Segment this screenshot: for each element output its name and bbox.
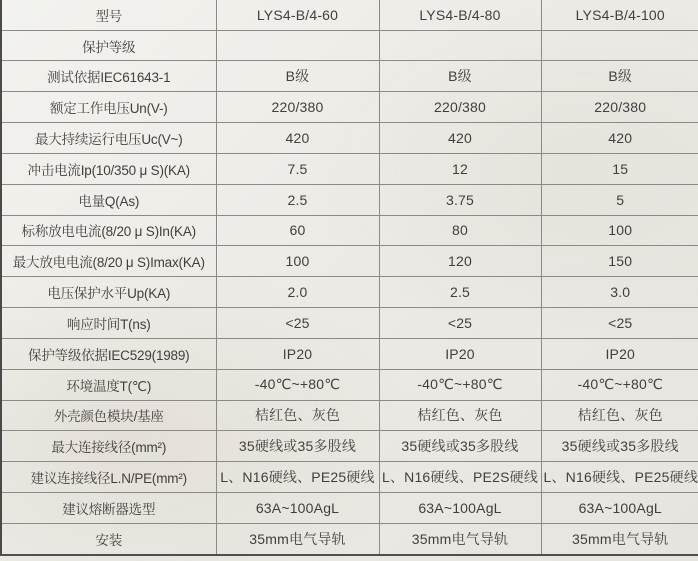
row-label: 环境温度T(℃) (1, 369, 216, 400)
spec-cell: 桔红色、灰色 (216, 400, 379, 431)
table-row (1, 462, 698, 493)
spec-cell: 150 (541, 246, 698, 277)
row-label: 电压保护水平Up(KA) (1, 277, 216, 308)
spec-cell: 2.5 (216, 184, 379, 215)
table-row (1, 431, 698, 462)
row-label: 型号 (1, 0, 216, 30)
spec-cell: <25 (379, 308, 541, 339)
spec-cell: 2.0 (216, 277, 379, 308)
spec-cell: 100 (541, 215, 698, 246)
spec-cell: 100 (216, 246, 379, 277)
spec-cell: 35mm电气导轨 (541, 523, 698, 555)
spec-cell: 120 (379, 246, 541, 277)
table-row (1, 493, 698, 524)
table-row (1, 30, 698, 61)
spec-cell: 35mm电气导轨 (216, 523, 379, 555)
row-label: 响应时间T(ns) (1, 308, 216, 339)
spec-cell: 420 (379, 123, 541, 154)
model-name: LYS4-B/4-60 (216, 0, 379, 30)
spec-cell: <25 (216, 308, 379, 339)
row-label: 建议连接线径L.N/PE(mm²) (1, 462, 216, 493)
model-name: LYS4-B/4-80 (379, 0, 541, 30)
spec-cell: 7.5 (216, 153, 379, 184)
table-row (1, 369, 698, 400)
row-label: 标称放电电流(8/20 μ S)In(KA) (1, 215, 216, 246)
row-label: 保护等级依据IEC529(1989) (1, 338, 216, 369)
header-row (1, 0, 698, 30)
spec-cell: 420 (541, 123, 698, 154)
spec-cell: 3.75 (379, 184, 541, 215)
spec-cell: 15 (541, 153, 698, 184)
spec-cell (379, 30, 541, 61)
row-label: 安装 (1, 523, 216, 555)
spec-cell: 63A~100AgL (541, 493, 698, 524)
table-row (1, 61, 698, 92)
spec-cell: 220/380 (216, 92, 379, 123)
spec-cell: 35mm电气导轨 (379, 523, 541, 555)
table-row (1, 277, 698, 308)
row-label: 建议熔断器选型 (1, 493, 216, 524)
spec-cell (216, 30, 379, 61)
spec-cell: 桔红色、灰色 (541, 400, 698, 431)
spec-cell: 63A~100AgL (379, 493, 541, 524)
spec-cell: 60 (216, 215, 379, 246)
spec-cell: 220/380 (379, 92, 541, 123)
spec-cell: 3.0 (541, 277, 698, 308)
row-label: 保护等级 (1, 30, 216, 61)
row-label: 冲击电流Ip(10/350 μ S)(KA) (1, 153, 216, 184)
spec-cell: IP20 (216, 338, 379, 369)
spec-cell: B级 (379, 61, 541, 92)
table-row (1, 338, 698, 369)
spec-cell: IP20 (541, 338, 698, 369)
spec-cell: 220/380 (541, 92, 698, 123)
spec-cell: B级 (541, 61, 698, 92)
spec-cell: 2.5 (379, 277, 541, 308)
spec-cell: 35硬线或35多股线 (379, 431, 541, 462)
row-label: 额定工作电压Un(V-) (1, 92, 216, 123)
spec-cell: 35硬线或35多股线 (216, 431, 379, 462)
table-row (1, 92, 698, 123)
spec-cell: L、N16硬线、PE2S硬线 (379, 462, 541, 493)
table-row (1, 123, 698, 154)
row-label: 最大持续运行电压Uc(V~) (1, 123, 216, 154)
row-label: 电量Q(As) (1, 184, 216, 215)
table-row (1, 400, 698, 431)
spec-cell: IP20 (379, 338, 541, 369)
row-label: 外壳颜色模块/基座 (1, 400, 216, 431)
table-row (1, 523, 698, 555)
spec-cell: 80 (379, 215, 541, 246)
spec-cell: 420 (216, 123, 379, 154)
table-row (1, 246, 698, 277)
spec-cell: <25 (541, 308, 698, 339)
spec-cell: 桔红色、灰色 (379, 400, 541, 431)
table-row (1, 308, 698, 339)
model-name: LYS4-B/4-100 (541, 0, 698, 30)
spec-cell: -40℃~+80℃ (216, 369, 379, 400)
spec-cell: -40℃~+80℃ (541, 369, 698, 400)
row-label: 最大放电电流(8/20 μ S)Imax(KA) (1, 246, 216, 277)
spec-cell: 5 (541, 184, 698, 215)
spec-cell: B级 (216, 61, 379, 92)
spec-cell: L、N16硬线、PE25硬线 (216, 462, 379, 493)
row-label: 测试依据IEC61643-1 (1, 61, 216, 92)
table-row (1, 215, 698, 246)
spec-cell: 63A~100AgL (216, 493, 379, 524)
spec-cell: 12 (379, 153, 541, 184)
spec-cell: -40℃~+80℃ (379, 369, 541, 400)
spec-table-body (1, 0, 698, 555)
table-row (1, 153, 698, 184)
table-row (1, 184, 698, 215)
spec-cell: 35硬线或35多股线 (541, 431, 698, 462)
spec-cell: L、N16硬线、PE25硬线 (541, 462, 698, 493)
row-label: 最大连接线径(mm²) (1, 431, 216, 462)
spec-cell (541, 30, 698, 61)
